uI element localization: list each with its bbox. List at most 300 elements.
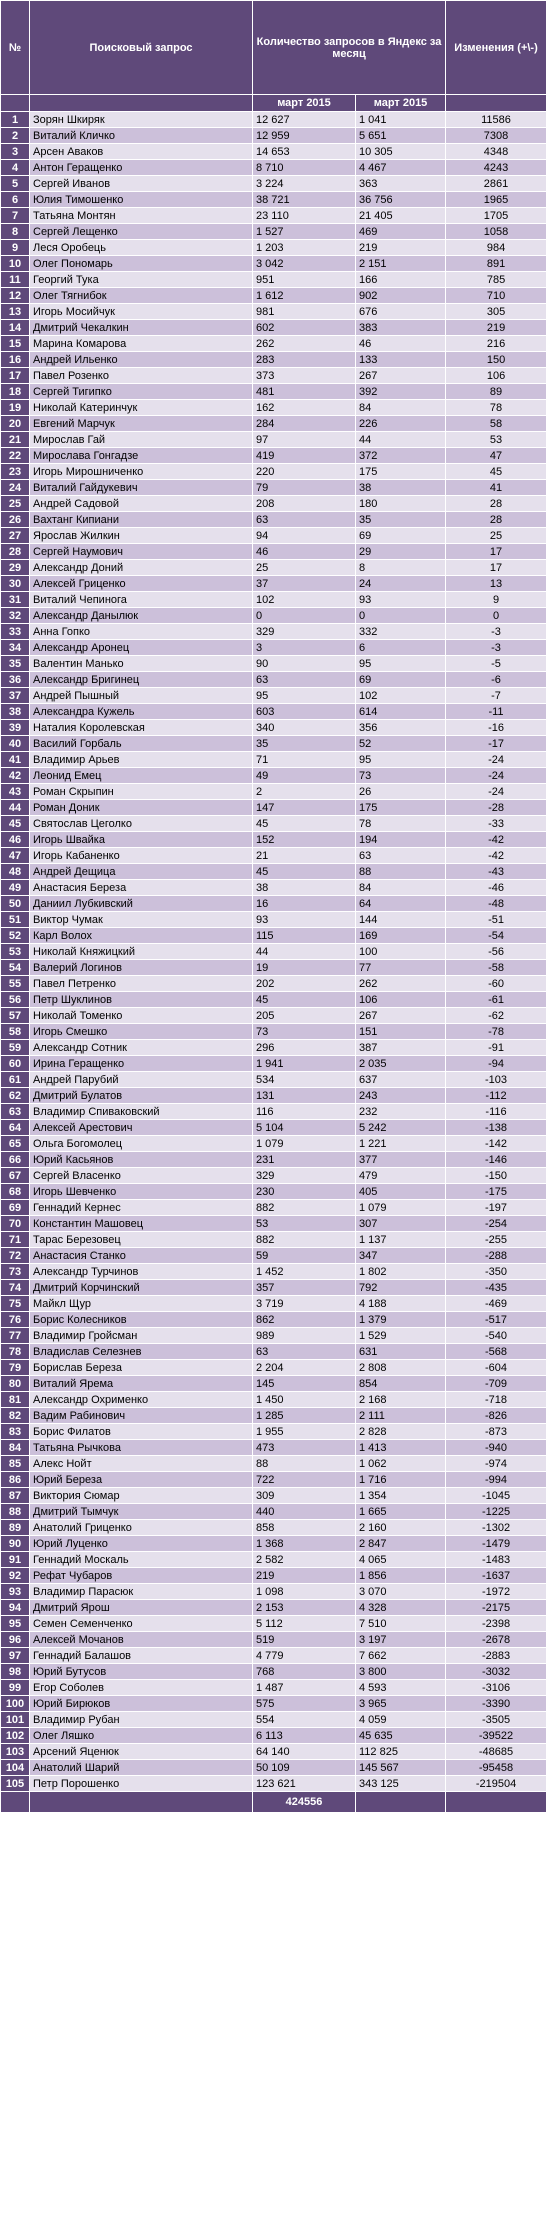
change-value: -1483 — [446, 1552, 546, 1568]
row-number: 40 — [1, 736, 30, 752]
row-number: 1 — [1, 112, 30, 128]
query-name: Сергей Наумович — [30, 544, 253, 560]
table-row — [1, 1008, 546, 1024]
count-value-2: 4 065 — [356, 1552, 446, 1568]
change-value: -60 — [446, 976, 546, 992]
count-value-2: 73 — [356, 768, 446, 784]
table-row — [1, 1232, 546, 1248]
table-row — [1, 1504, 546, 1520]
query-name: Владимир Парасюк — [30, 1584, 253, 1600]
count-value-2: 44 — [356, 432, 446, 448]
count-value-2: 5 242 — [356, 1120, 446, 1136]
count-value-1: 768 — [253, 1664, 356, 1680]
query-name: Константин Машовец — [30, 1216, 253, 1232]
count-value-2: 2 035 — [356, 1056, 446, 1072]
query-name: Владислав Селезнев — [30, 1344, 253, 1360]
count-value-1: 2 — [253, 784, 356, 800]
table-row — [1, 736, 546, 752]
query-name: Ирина Геращенко — [30, 1056, 253, 1072]
count-value-1: 46 — [253, 544, 356, 560]
row-number: 17 — [1, 368, 30, 384]
table-row — [1, 1216, 546, 1232]
change-value: -138 — [446, 1120, 546, 1136]
change-value: 0 — [446, 608, 546, 624]
change-value: 785 — [446, 272, 546, 288]
row-number: 100 — [1, 1696, 30, 1712]
row-number: 62 — [1, 1088, 30, 1104]
query-name: Владимир Рубан — [30, 1712, 253, 1728]
count-value-1: 88 — [253, 1456, 356, 1472]
row-number: 79 — [1, 1360, 30, 1376]
count-value-2: 4 593 — [356, 1680, 446, 1696]
query-name: Валентин Манько — [30, 656, 253, 672]
row-number: 92 — [1, 1568, 30, 1584]
query-name: Александр Бригинец — [30, 672, 253, 688]
row-number: 10 — [1, 256, 30, 272]
count-value-1: 6 113 — [253, 1728, 356, 1744]
table-row — [1, 288, 546, 304]
table-row — [1, 384, 546, 400]
row-number: 76 — [1, 1312, 30, 1328]
change-value: 78 — [446, 400, 546, 416]
change-value: -517 — [446, 1312, 546, 1328]
change-value: -197 — [446, 1200, 546, 1216]
table-row — [1, 768, 546, 784]
count-value-1: 123 621 — [253, 1776, 356, 1792]
count-value-2: 2 111 — [356, 1408, 446, 1424]
header-count: Количество запросов в Яндекс за месяц — [253, 1, 446, 95]
count-value-2: 372 — [356, 448, 446, 464]
row-number: 15 — [1, 336, 30, 352]
change-value: -61 — [446, 992, 546, 1008]
query-name: Роман Доник — [30, 800, 253, 816]
count-value-2: 69 — [356, 672, 446, 688]
count-value-1: 473 — [253, 1440, 356, 1456]
count-value-1: 603 — [253, 704, 356, 720]
count-value-1: 37 — [253, 576, 356, 592]
count-value-1: 1 098 — [253, 1584, 356, 1600]
count-value-2: 4 188 — [356, 1296, 446, 1312]
row-number: 54 — [1, 960, 30, 976]
count-value-1: 16 — [253, 896, 356, 912]
table-row — [1, 1616, 546, 1632]
table-row — [1, 960, 546, 976]
change-value: 4348 — [446, 144, 546, 160]
count-value-2: 7 662 — [356, 1648, 446, 1664]
count-value-1: 1 203 — [253, 240, 356, 256]
count-value-1: 45 — [253, 864, 356, 880]
query-name: Татьяна Монтян — [30, 208, 253, 224]
query-name: Арсений Яценюк — [30, 1744, 253, 1760]
query-name: Виктор Чумак — [30, 912, 253, 928]
table-row — [1, 1440, 546, 1456]
change-value: 219 — [446, 320, 546, 336]
count-value-2: 387 — [356, 1040, 446, 1056]
change-value: -435 — [446, 1280, 546, 1296]
row-number: 86 — [1, 1472, 30, 1488]
count-value-2: 1 529 — [356, 1328, 446, 1344]
change-value: -6 — [446, 672, 546, 688]
table-row — [1, 1168, 546, 1184]
table-row — [1, 1744, 546, 1760]
count-value-2: 106 — [356, 992, 446, 1008]
query-name: Сергей Иванов — [30, 176, 253, 192]
change-value: -24 — [446, 784, 546, 800]
row-number: 74 — [1, 1280, 30, 1296]
table-row — [1, 1568, 546, 1584]
query-name: Наталия Королевская — [30, 720, 253, 736]
count-value-1: 5 104 — [253, 1120, 356, 1136]
query-name: Майкл Щур — [30, 1296, 253, 1312]
row-number: 84 — [1, 1440, 30, 1456]
table-row — [1, 1088, 546, 1104]
table-row — [1, 1200, 546, 1216]
table-row — [1, 1552, 546, 1568]
count-value-1: 283 — [253, 352, 356, 368]
count-value-1: 59 — [253, 1248, 356, 1264]
table-row — [1, 256, 546, 272]
change-value: 17 — [446, 560, 546, 576]
table-row — [1, 1248, 546, 1264]
count-value-1: 162 — [253, 400, 356, 416]
count-value-2: 64 — [356, 896, 446, 912]
count-value-1: 340 — [253, 720, 356, 736]
count-value-1: 2 153 — [253, 1600, 356, 1616]
row-number: 88 — [1, 1504, 30, 1520]
table-row — [1, 432, 546, 448]
change-value: -46 — [446, 880, 546, 896]
count-value-1: 1 450 — [253, 1392, 356, 1408]
count-value-2: 479 — [356, 1168, 446, 1184]
count-value-1: 3 719 — [253, 1296, 356, 1312]
query-name: Карл Волох — [30, 928, 253, 944]
count-value-1: 93 — [253, 912, 356, 928]
row-number: 95 — [1, 1616, 30, 1632]
table-row — [1, 144, 546, 160]
change-value: -1302 — [446, 1520, 546, 1536]
table-row — [1, 1360, 546, 1376]
footer-total: 424556 — [253, 1792, 356, 1813]
row-number: 26 — [1, 512, 30, 528]
query-name: Юрий Бирюков — [30, 1696, 253, 1712]
query-name: Андрей Пышный — [30, 688, 253, 704]
change-value: -39522 — [446, 1728, 546, 1744]
table-row — [1, 1312, 546, 1328]
row-number: 68 — [1, 1184, 30, 1200]
count-value-2: 267 — [356, 1008, 446, 1024]
row-number: 66 — [1, 1152, 30, 1168]
change-value: -94 — [446, 1056, 546, 1072]
table-row — [1, 800, 546, 816]
count-value-2: 854 — [356, 1376, 446, 1392]
query-name: Геннадий Кернес — [30, 1200, 253, 1216]
change-value: 7308 — [446, 128, 546, 144]
table-row — [1, 912, 546, 928]
change-value: -1479 — [446, 1536, 546, 1552]
count-value-2: 45 635 — [356, 1728, 446, 1744]
count-value-2: 21 405 — [356, 208, 446, 224]
row-number: 44 — [1, 800, 30, 816]
change-value: 305 — [446, 304, 546, 320]
change-value: 1705 — [446, 208, 546, 224]
count-value-1: 63 — [253, 672, 356, 688]
table-row — [1, 1664, 546, 1680]
change-value: 984 — [446, 240, 546, 256]
count-value-2: 614 — [356, 704, 446, 720]
change-value: -95458 — [446, 1760, 546, 1776]
table-row — [1, 480, 546, 496]
change-value: -718 — [446, 1392, 546, 1408]
count-value-1: 989 — [253, 1328, 356, 1344]
row-number: 104 — [1, 1760, 30, 1776]
change-value: 1058 — [446, 224, 546, 240]
change-value: -62 — [446, 1008, 546, 1024]
count-value-2: 1 041 — [356, 112, 446, 128]
row-number: 89 — [1, 1520, 30, 1536]
table-row — [1, 544, 546, 560]
row-number: 48 — [1, 864, 30, 880]
count-value-2: 95 — [356, 656, 446, 672]
count-value-1: 951 — [253, 272, 356, 288]
count-value-1: 1 955 — [253, 1424, 356, 1440]
query-name: Александр Охрименко — [30, 1392, 253, 1408]
change-value: -42 — [446, 848, 546, 864]
table-row — [1, 240, 546, 256]
row-number: 81 — [1, 1392, 30, 1408]
table-row — [1, 464, 546, 480]
count-value-2: 6 — [356, 640, 446, 656]
count-value-1: 94 — [253, 528, 356, 544]
count-value-2: 2 151 — [356, 256, 446, 272]
query-name: Николай Княжицкий — [30, 944, 253, 960]
table-row — [1, 1344, 546, 1360]
row-number: 41 — [1, 752, 30, 768]
change-value: -175 — [446, 1184, 546, 1200]
query-name: Анатолий Шарий — [30, 1760, 253, 1776]
count-value-2: 35 — [356, 512, 446, 528]
change-value: -709 — [446, 1376, 546, 1392]
table-row — [1, 976, 546, 992]
count-value-1: 63 — [253, 1344, 356, 1360]
query-name: Андрей Дещица — [30, 864, 253, 880]
query-name: Павел Петренко — [30, 976, 253, 992]
count-value-2: 93 — [356, 592, 446, 608]
change-value: 106 — [446, 368, 546, 384]
count-value-2: 69 — [356, 528, 446, 544]
subheader-empty-3 — [446, 95, 546, 112]
row-number: 39 — [1, 720, 30, 736]
table-row — [1, 272, 546, 288]
row-number: 93 — [1, 1584, 30, 1600]
count-value-1: 14 653 — [253, 144, 356, 160]
table-row — [1, 1520, 546, 1536]
subheader-period-2: март 2015 — [356, 95, 446, 112]
count-value-2: 5 651 — [356, 128, 446, 144]
row-number: 103 — [1, 1744, 30, 1760]
table-row — [1, 1296, 546, 1312]
table-row — [1, 208, 546, 224]
query-name: Владимир Гройсман — [30, 1328, 253, 1344]
change-value: 150 — [446, 352, 546, 368]
change-value: 17 — [446, 544, 546, 560]
row-number: 105 — [1, 1776, 30, 1792]
count-value-1: 329 — [253, 1168, 356, 1184]
count-value-1: 38 721 — [253, 192, 356, 208]
query-name: Дмитрий Корчинский — [30, 1280, 253, 1296]
count-value-2: 469 — [356, 224, 446, 240]
query-name: Александр Турчинов — [30, 1264, 253, 1280]
row-number: 69 — [1, 1200, 30, 1216]
row-number: 11 — [1, 272, 30, 288]
change-value: -3032 — [446, 1664, 546, 1680]
change-value: -2398 — [446, 1616, 546, 1632]
change-value: 41 — [446, 480, 546, 496]
change-value: -1045 — [446, 1488, 546, 1504]
query-name: Анастасия Станко — [30, 1248, 253, 1264]
query-name: Сергей Тигипко — [30, 384, 253, 400]
row-number: 64 — [1, 1120, 30, 1136]
query-name: Андрей Садовой — [30, 496, 253, 512]
count-value-2: 1 379 — [356, 1312, 446, 1328]
count-value-1: 147 — [253, 800, 356, 816]
table-row — [1, 848, 546, 864]
count-value-2: 2 847 — [356, 1536, 446, 1552]
count-value-2: 2 808 — [356, 1360, 446, 1376]
table-row — [1, 624, 546, 640]
subheader-empty-2 — [30, 95, 253, 112]
table-row — [1, 336, 546, 352]
count-value-2: 175 — [356, 800, 446, 816]
count-value-2: 7 510 — [356, 1616, 446, 1632]
row-number: 29 — [1, 560, 30, 576]
row-number: 49 — [1, 880, 30, 896]
change-value: -78 — [446, 1024, 546, 1040]
count-value-2: 219 — [356, 240, 446, 256]
row-number: 33 — [1, 624, 30, 640]
count-value-1: 116 — [253, 1104, 356, 1120]
count-value-2: 792 — [356, 1280, 446, 1296]
table-row — [1, 944, 546, 960]
query-name: Борис Филатов — [30, 1424, 253, 1440]
query-name: Антон Геращенко — [30, 160, 253, 176]
table-row — [1, 608, 546, 624]
row-number: 59 — [1, 1040, 30, 1056]
query-name: Андрей Ильенко — [30, 352, 253, 368]
count-value-1: 296 — [253, 1040, 356, 1056]
count-value-1: 575 — [253, 1696, 356, 1712]
change-value: -7 — [446, 688, 546, 704]
row-number: 42 — [1, 768, 30, 784]
count-value-2: 145 567 — [356, 1760, 446, 1776]
change-value: -112 — [446, 1088, 546, 1104]
query-name: Виталий Кличко — [30, 128, 253, 144]
count-value-2: 194 — [356, 832, 446, 848]
change-value: -288 — [446, 1248, 546, 1264]
change-value: 53 — [446, 432, 546, 448]
header-number: № — [1, 1, 30, 95]
row-number: 22 — [1, 448, 30, 464]
table-row — [1, 1328, 546, 1344]
query-name: Ольга Богомолец — [30, 1136, 253, 1152]
query-name: Алексей Мочанов — [30, 1632, 253, 1648]
change-value: 28 — [446, 496, 546, 512]
row-number: 46 — [1, 832, 30, 848]
row-number: 5 — [1, 176, 30, 192]
count-value-2: 637 — [356, 1072, 446, 1088]
count-value-1: 1 612 — [253, 288, 356, 304]
query-name: Мирослав Гай — [30, 432, 253, 448]
count-value-1: 602 — [253, 320, 356, 336]
table-row — [1, 1680, 546, 1696]
count-value-1: 5 112 — [253, 1616, 356, 1632]
footer-empty-1 — [1, 1792, 30, 1813]
count-value-2: 88 — [356, 864, 446, 880]
count-value-2: 77 — [356, 960, 446, 976]
change-value: 45 — [446, 464, 546, 480]
count-value-2: 38 — [356, 480, 446, 496]
change-value: -540 — [446, 1328, 546, 1344]
count-value-2: 356 — [356, 720, 446, 736]
count-value-1: 208 — [253, 496, 356, 512]
query-name: Петр Шуклинов — [30, 992, 253, 1008]
change-value: -33 — [446, 816, 546, 832]
table-row — [1, 352, 546, 368]
row-number: 60 — [1, 1056, 30, 1072]
count-value-1: 1 452 — [253, 1264, 356, 1280]
table-row — [1, 992, 546, 1008]
query-name: Егор Соболев — [30, 1680, 253, 1696]
change-value: -91 — [446, 1040, 546, 1056]
count-value-2: 133 — [356, 352, 446, 368]
count-value-1: 53 — [253, 1216, 356, 1232]
count-value-2: 0 — [356, 608, 446, 624]
count-value-1: 38 — [253, 880, 356, 896]
query-name: Даниил Лубкивский — [30, 896, 253, 912]
row-number: 34 — [1, 640, 30, 656]
table-row — [1, 1760, 546, 1776]
count-value-2: 3 197 — [356, 1632, 446, 1648]
count-value-2: 307 — [356, 1216, 446, 1232]
query-name: Александр Доний — [30, 560, 253, 576]
row-number: 27 — [1, 528, 30, 544]
count-value-2: 383 — [356, 320, 446, 336]
change-value: -17 — [446, 736, 546, 752]
count-value-1: 1 368 — [253, 1536, 356, 1552]
footer-empty-2 — [30, 1792, 253, 1813]
row-number: 35 — [1, 656, 30, 672]
count-value-1: 481 — [253, 384, 356, 400]
row-number: 24 — [1, 480, 30, 496]
change-value: -974 — [446, 1456, 546, 1472]
count-value-1: 419 — [253, 448, 356, 464]
row-number: 80 — [1, 1376, 30, 1392]
change-value: -103 — [446, 1072, 546, 1088]
row-number: 99 — [1, 1680, 30, 1696]
change-value: -28 — [446, 800, 546, 816]
row-number: 7 — [1, 208, 30, 224]
query-name: Алексей Гриценко — [30, 576, 253, 592]
table-row — [1, 1376, 546, 1392]
footer-empty-3 — [356, 1792, 446, 1813]
change-value: -3 — [446, 624, 546, 640]
query-name: Александра Кужель — [30, 704, 253, 720]
table-row — [1, 1264, 546, 1280]
query-name: Игорь Шевченко — [30, 1184, 253, 1200]
count-value-2: 112 825 — [356, 1744, 446, 1760]
query-name: Александр Сотник — [30, 1040, 253, 1056]
row-number: 25 — [1, 496, 30, 512]
count-value-1: 231 — [253, 1152, 356, 1168]
